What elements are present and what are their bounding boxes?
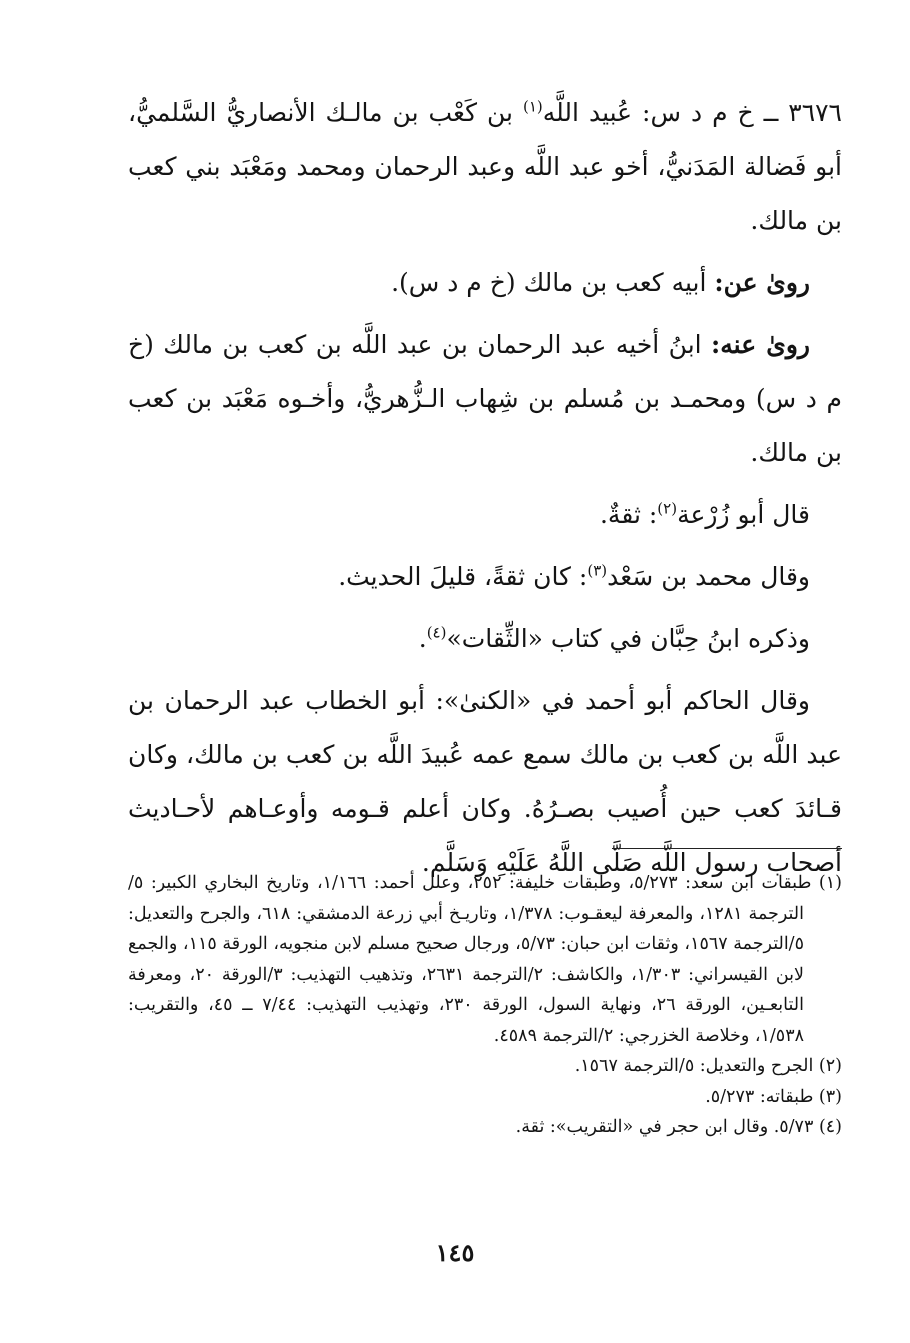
footnote-divider <box>612 848 842 849</box>
entry-heading-paragraph <box>128 86 842 248</box>
narrator-lineage: بن كَعْب بن مالـك الأنصاريُّ السَّلميُّ، أبو فَضالة المَدَنيُّ، أخو عبد اللَّه وعبد الرحمان ومحمد ومَعْبَد بني كعب بن مالك. <box>128 98 842 235</box>
narrated-from-paragraph <box>128 256 842 310</box>
page-number: ١٤٥ <box>435 1238 475 1267</box>
narrated-by-paragraph <box>128 318 842 480</box>
footnotes <box>128 868 842 1143</box>
ibn-saad-paragraph <box>128 550 842 604</box>
narrated-by-label: روىٰ عنه: <box>711 330 810 359</box>
narrated-by-text: ابنُ أخيه عبد الرحمان بن عبد اللَّه بن كعب بن مالك (خ م د س) ومحمـد بن مُسلم بن شِهاب الـزُّهريُّ، وأخـوه مَعْبَد بن كعب بن مالك. <box>128 330 842 467</box>
ibn-hibban-end: . <box>418 624 427 653</box>
footnote-ref-1: (١) <box>522 97 543 116</box>
narrator-name: عُبيد اللَّه <box>542 98 633 127</box>
footnote-1: (١) طبقات ابن سعد: ٥/٢٧٣، وطبقات خليفة: ٢٥٢، وعلل أحمد: ١/١٦٦، وتاريخ البخاري الكبير: ٥/الترجمة ١٢٨١، والمعرفة ليعقـوب: ١/٣٧٨، وتاريـخ أبي زرعة الدمشقي: ٦١٨، والجرح والتعديل: ٥/الترجمة ١٥٦٧، وثقات ابن حبان: ٥/٧٣، ورجال صحيح مسلم لابن منجويه، الورقة ١١٥، والجمع لابن القيسراني: ١/٣٠٣، والكاشف: ٢/الترجمة ٢٦٣١، وتذهيب التهذيب: ٣/الورقة ٢٠، ومعرفة التابعـين، الورقة ٢٦، ونهاية السول، الورقة ٢٣٠، وتهذيب التهذيب: ٧/٤٤ ــ ٤٥، والتقريب: ١/٥٣٨، وخلاصة الخزرجي: ٢/الترجمة ٤٥٨٩. <box>128 873 842 1046</box>
abu-zura-paragraph <box>128 488 842 542</box>
hakim-paragraph: وقال الحاكم أبو أحمد في «الكنىٰ»: أبو الخطاب عبد الرحمان بن عبد اللَّه بن كعب بن مالك سمع عمه عُبيدَ اللَّه بن كعب بن مالك، وكان قـائدَ كعب حين أُصيب بصـرُهُ. وكان أعلم قـومه وأوعـاهم لأحـاديث أصحاب رسول اللَّه صَلَّى اللَّهُ عَلَيْهِ وَسَلَّم. <box>128 686 842 877</box>
main-text <box>128 86 842 898</box>
narrated-from-text: أبيه كعب بن مالك (خ م د س). <box>391 268 715 297</box>
footnote-4: (٤) ٥/٧٣. وقال ابن حجر في «التقريب»: ثقة. <box>515 1117 842 1137</box>
footnote-3: (٣) طبقاته: ٥/٢٧٣. <box>705 1086 842 1107</box>
footnote-ref-2: (٢) <box>657 499 678 518</box>
abu-zura-verdict: : ثقةٌ. <box>599 500 658 529</box>
entry-number: ٣٦٧٦ ــ خ م د س: <box>632 98 842 127</box>
ibn-saad-verdict: : كان ثقةً، قليلَ الحديث. <box>338 562 588 591</box>
ibn-saad-text: وقال محمد بن سَعْد <box>607 562 810 591</box>
footnote-2: (٢) الجرح والتعديل: ٥/الترجمة ١٥٦٧. <box>574 1056 842 1076</box>
narrated-from-label: روىٰ عن: <box>714 268 810 297</box>
ibn-hibban-paragraph <box>128 612 842 666</box>
footnote-ref-4: (٤) <box>426 623 447 642</box>
footnote-ref-3: (٣) <box>587 561 608 580</box>
ibn-hibban-text: وذكره ابنُ حِبَّان في كتاب «الثِّقات» <box>446 624 810 653</box>
abu-zura-text: قال أبو زُرْعة <box>677 500 810 529</box>
